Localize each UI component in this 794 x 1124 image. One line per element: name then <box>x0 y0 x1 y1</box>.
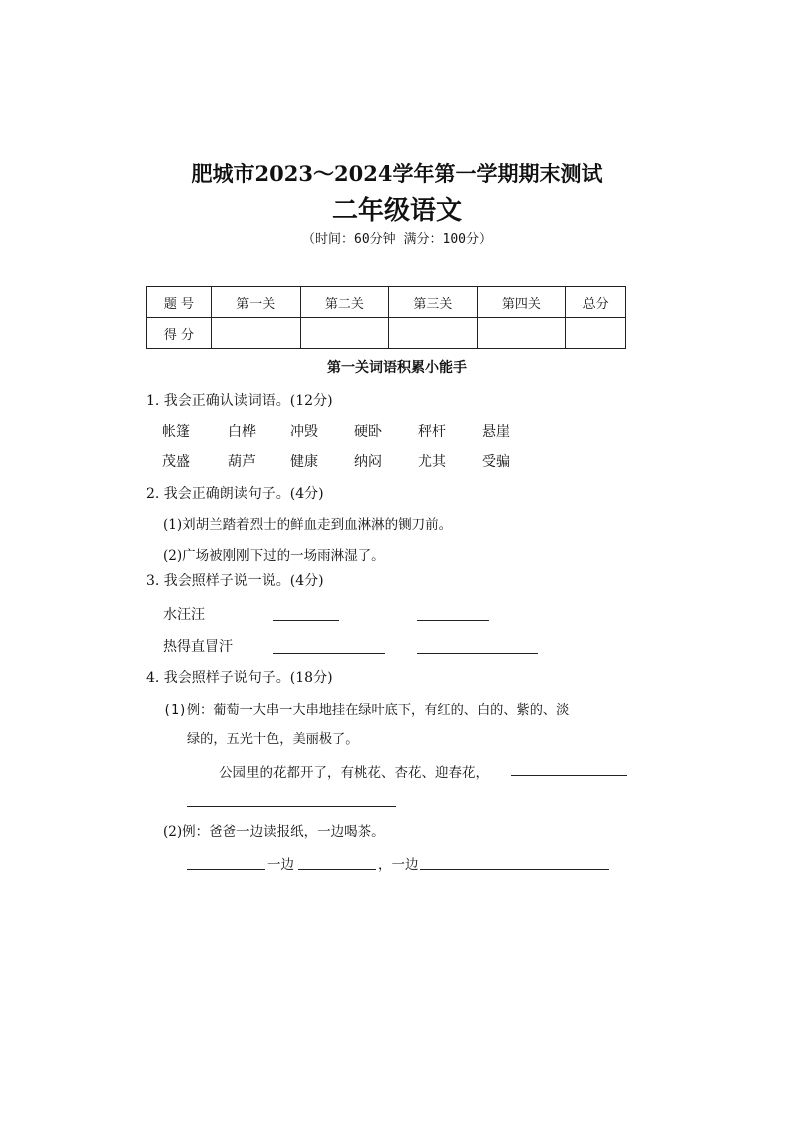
answer-blank[interactable] <box>417 653 538 654</box>
example-1-task: 公园里的花都开了，有桃花、杏花、迎春花， <box>219 765 489 781</box>
score-cell[interactable] <box>300 318 389 349</box>
example-word: 热得直冒汗 <box>163 639 233 655</box>
word-item: 帐篷 <box>162 424 190 440</box>
word-item: 冲毁 <box>290 424 318 440</box>
col-header: 第一关 <box>212 287 301 318</box>
row-header-number: 题 号 <box>147 287 212 318</box>
question-3-prompt: 3. 我会照样子说一说。(4分) <box>146 573 324 589</box>
score-table <box>146 286 626 349</box>
question-1-prompt: 1. 我会正确认读词语。(12分) <box>146 393 333 409</box>
score-cell[interactable] <box>566 318 626 349</box>
answer-blank[interactable] <box>273 653 385 654</box>
word-item: 悬崖 <box>482 424 510 440</box>
example-word: 水汪汪 <box>163 607 205 623</box>
col-header: 总分 <box>566 287 626 318</box>
question-2-prompt: 2. 我会正确朗读句子。(4分) <box>146 486 324 502</box>
word-item: 受骗 <box>482 454 510 470</box>
exam-info: （时间：60分钟 满分：100分） <box>302 232 492 247</box>
score-cell[interactable] <box>477 318 566 349</box>
answer-blank[interactable] <box>187 869 265 870</box>
example-1-line1: (1)例：葡萄一大串一大串地挂在绿叶底下，有红的、白的、紫的、淡 <box>163 703 570 718</box>
score-cell[interactable] <box>212 318 301 349</box>
answer-blank[interactable] <box>511 775 627 776</box>
table-row <box>147 287 626 318</box>
word-item: 白桦 <box>228 424 256 440</box>
word-item: 硬卧 <box>354 424 382 440</box>
word-item: 茂盛 <box>162 454 190 470</box>
sentence-2: (2)广场被刚刚下过的一场雨淋湿了。 <box>163 548 385 564</box>
example-1-line2: 绿的，五光十色，美丽极了。 <box>187 732 359 747</box>
col-header: 第三关 <box>389 287 478 318</box>
answer-blank[interactable] <box>273 620 339 621</box>
row-header-score: 得 分 <box>147 318 212 349</box>
word-item: 健康 <box>290 454 318 470</box>
example-2-connector-2: ，一边 <box>378 857 419 873</box>
answer-blank[interactable] <box>187 806 396 807</box>
example-2-connector-1: 一边 <box>267 857 294 873</box>
exam-subject: 二年级语文 <box>331 196 462 226</box>
word-item: 尤其 <box>418 454 446 470</box>
section-title: 第一关词语积累小能手 <box>327 360 467 376</box>
word-item: 秤杆 <box>418 424 446 440</box>
col-header: 第二关 <box>300 287 389 318</box>
answer-blank[interactable] <box>298 869 376 870</box>
score-cell[interactable] <box>389 318 478 349</box>
answer-blank[interactable] <box>420 869 609 870</box>
word-item: 葫芦 <box>228 454 256 470</box>
sentence-1: (1)刘胡兰踏着烈士的鲜血走到血淋淋的铡刀前。 <box>163 517 453 533</box>
exam-title: 肥城市2023～2024学年第一学期期末测试 <box>191 161 603 186</box>
table-row <box>147 318 626 349</box>
col-header: 第四关 <box>477 287 566 318</box>
word-item: 纳闷 <box>354 454 382 470</box>
answer-blank[interactable] <box>417 620 489 621</box>
example-2: (2)例：爸爸一边读报纸，一边喝茶。 <box>163 824 385 840</box>
question-4-prompt: 4. 我会照样子说句子。(18分) <box>146 670 333 686</box>
